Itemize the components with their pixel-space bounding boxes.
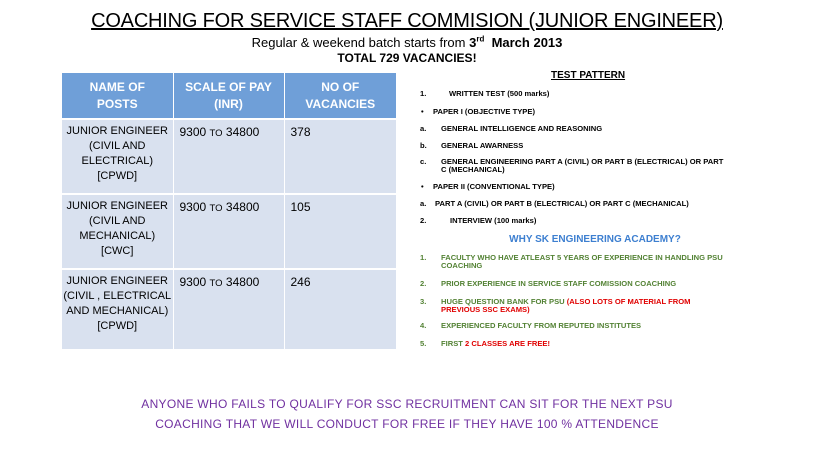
table-header-row	[62, 73, 396, 119]
header-no-of-vacancies: NO OF VACANCIES	[284, 73, 396, 119]
batch-start-text	[0, 35, 814, 50]
header-name-of-posts: NAME OF POSTS	[62, 73, 173, 119]
pay-scale-cell: 9300 TO 34800	[173, 119, 284, 194]
vacancy-table	[62, 73, 396, 349]
post-name-cell: JUNIOR ENGINEER (CIVIL AND ELECTRICAL) [CPWD]	[62, 119, 173, 194]
vacancy-count-cell: 246	[284, 269, 396, 349]
pay-scale-cell: 9300 TO 34800	[173, 194, 284, 269]
subtitle-sup: rd	[476, 34, 485, 44]
vacancy-count-cell: 378	[284, 119, 396, 194]
page-title: COACHING FOR SERVICE STAFF COMMISION (JUNIOR ENGINEER)	[91, 10, 723, 32]
test-pattern-title: TEST PATTERN	[551, 70, 626, 81]
pay-scale-cell: 9300 TO 34800	[173, 269, 284, 349]
footer-line-2: COACHING THAT WE WILL CONDUCT FOR FREE IF THEY HAVE 100 % ATTENDENCE	[155, 417, 659, 431]
table-row	[62, 269, 396, 349]
subtitle-day: 3	[469, 35, 477, 50]
why-academy-title: WHY SK ENGINEERING ACADEMY?	[509, 234, 681, 245]
subtitle-prefix: Regular & weekend batch starts from	[251, 35, 470, 50]
subtitle-month: March 2013	[491, 35, 563, 50]
post-name-cell: JUNIOR ENGINEER (CIVIL , ELECTRICAL AND MECHANICAL) [CPWD]	[62, 269, 173, 349]
footer-note	[0, 394, 814, 434]
table-row	[62, 194, 396, 269]
post-name-cell: JUNIOR ENGINEER (CIVIL AND MECHANICAL) [CWC]	[62, 194, 173, 269]
header-scale-of-pay: SCALE OF PAY (INR)	[173, 73, 284, 119]
total-vacancies: TOTAL 729 VACANCIES!	[337, 51, 477, 65]
vacancy-count-cell: 105	[284, 194, 396, 269]
footer-line-1: ANYONE WHO FAILS TO QUALIFY FOR SSC RECRUITMENT CAN SIT FOR THE NEXT PSU	[141, 397, 673, 411]
table-row	[62, 119, 396, 194]
